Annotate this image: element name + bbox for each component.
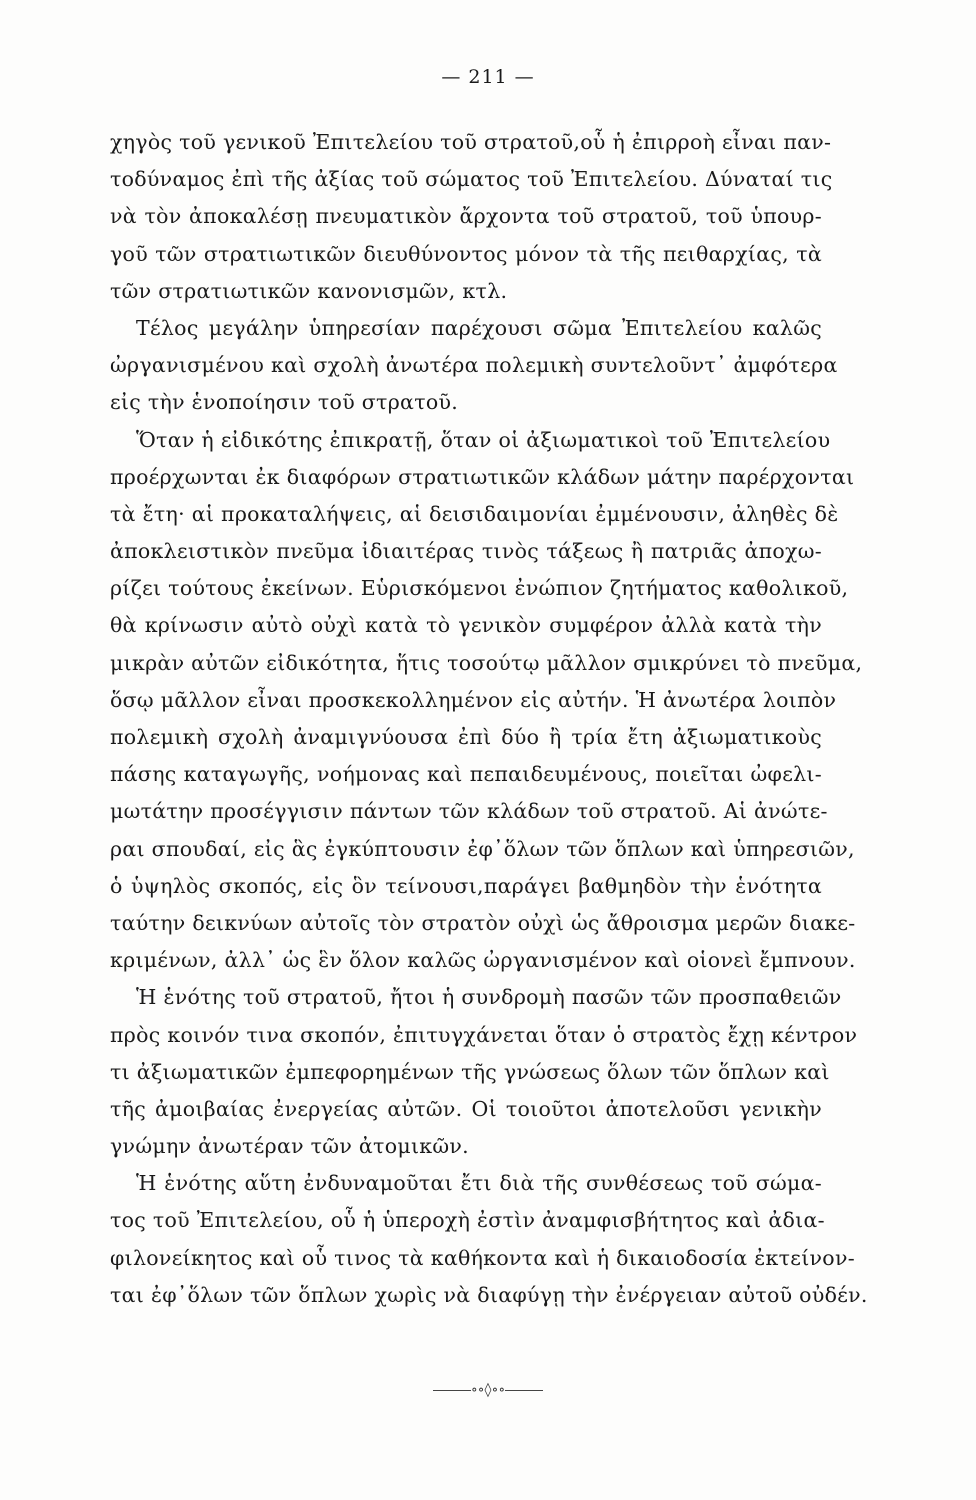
text-line: Ἡ ἑνότης τοῦ στρατοῦ, ἤτοι ἡ συνδρομὴ πασῶν τῶν προσπαθειῶν <box>136 985 842 1010</box>
body-text <box>110 124 868 1314</box>
text-line: μωτάτην προσέγγισιν πάντων τῶν κλάδων τοῦ στρατοῦ. Αἱ ἀνώτε- <box>110 799 828 824</box>
text-line: ὅσῳ μᾶλλον εἶναι προσκεκολλημένον εἰς αὐτήν. Ἡ ἀνωτέρα λοιπὸν <box>110 687 837 712</box>
text-line: ἀποκλειστικὸν πνεῦμα ἰδιαιτέρας τινὸς τάξεως ἢ πατριᾶς ἀποχω- <box>110 539 822 564</box>
section-end-ornament <box>0 1382 976 1398</box>
ornament-rule-right <box>505 1390 543 1391</box>
text-line: τὰ ἔτη· αἱ προκαταλήψεις, αἱ δεισιδαιμονίαι ἐμμένουσιν, ἀληθὲς δὲ <box>110 501 839 526</box>
text-line: ὠργανισμένου καὶ σχολὴ ἀνωτέρα πολεμικὴ συντελοῦντ᾽ ἀμφότερα <box>110 353 838 378</box>
text-line: Τέλος μεγάλην ὑπηρεσίαν παρέχουσι σῶμα Ἐπιτελείου καλῶς <box>136 315 822 340</box>
text-line: τος τοῦ Ἐπιτελείου, οὗ ἡ ὑπεροχὴ ἐστὶν ἀναμφισβήτητος καὶ ἀδια- <box>110 1208 825 1233</box>
text-line: θὰ κρίνωσιν αὐτὸ οὐχὶ κατὰ τὸ γενικὸν συμφέρον ἀλλὰ κατὰ τὴν <box>110 613 822 638</box>
text-line: ται ἐφ᾽ὅλων τῶν ὅπλων χωρὶς νὰ διαφύγῃ τὴν ἐνέργειαν αὐτοῦ οὐδέν. <box>110 1282 868 1307</box>
text-line: φιλονείκητος καὶ οὗ τινος τὰ καθήκοντα καὶ ἡ δικαιοδοσία ἐκτείνον- <box>110 1245 855 1270</box>
text-line: Ὅταν ἡ εἰδικότης ἐπικρατῇ, ὅταν οἱ ἀξιωματικοὶ τοῦ Ἐπιτελείου <box>136 427 831 452</box>
text-line: τοδύναμος ἐπὶ τῆς ἀξίας τοῦ σώματος τοῦ Ἐπιτελείου. Δύναταί τις <box>110 167 833 192</box>
text-line: νὰ τὸν ἀποκαλέσῃ πνευματικὸν ἄρχοντα τοῦ στρατοῦ, τοῦ ὑπουρ- <box>110 204 822 229</box>
text-line: προέρχωνται ἐκ διαφόρων στρατιωτικῶν κλάδων μάτην παρέρχονται <box>110 464 855 489</box>
text-line: ὁ ὑψηλὸς σκοπός, εἰς ὃν τείνουσι,παράγει βαθμηδὸν τὴν ἑνότητα <box>110 873 822 898</box>
text-line: ρίζει τούτους ἐκείνων. Εὑρισκόμενοι ἐνώπιον ζητήματος καθολικοῦ, <box>110 576 849 601</box>
text-line: γοῦ τῶν στρατιωτικῶν διευθύνοντος μόνον τὰ τῆς πειθαρχίας, τὰ <box>110 241 822 266</box>
text-line: ταύτην δεικνύων αὐτοῖς τὸν στρατὸν οὐχὶ ὡς ἄθροισμα μερῶν διακε- <box>110 910 856 935</box>
text-line: τῶν στρατιωτικῶν κανονισμῶν, κτλ. <box>110 278 508 303</box>
page-number: — 211 — <box>441 66 535 88</box>
text-line: μικρὰν αὐτῶν εἰδικότητα, ἥτις τοσούτῳ μᾶλλον σμικρύνει τὸ πνεῦμα, <box>110 650 863 675</box>
text-line: πολεμικὴ σχολὴ ἀναμιγνύουσα ἐπὶ δύο ἢ τρία ἔτη ἀξιωματικοὺς <box>110 725 822 749</box>
text-line: πρὸς κοινόν τινα σκοπόν, ἐπιτυγχάνεται ὅταν ὁ στρατὸς ἔχῃ κέντρον <box>110 1022 858 1047</box>
text-line: χηγὸς τοῦ γενικοῦ Ἐπιτελείου τοῦ στρατοῦ,οὗ ἡ ἐπιρροὴ εἶναι παν- <box>110 130 832 154</box>
text-line: πάσης καταγωγῆς, νοήμονας καὶ πεπαιδευμένους, ποιεῖται ὠφελι- <box>110 762 822 787</box>
text-line: εἰς τὴν ἑνοποίησιν τοῦ στρατοῦ. <box>110 390 459 415</box>
text-line: ραι σπουδαί, εἰς ἃς ἐγκύπτουσιν ἐφ᾽ὅλων τῶν ὅπλων καὶ ὑπηρεσιῶν, <box>110 836 855 861</box>
ornament-rule-left <box>433 1390 471 1391</box>
ornament-glyph: ∘∘◊∘∘ <box>470 1382 506 1398</box>
text-line: τῆς ἀμοιβαίας ἐνεργείας αὐτῶν. Οἱ τοιοῦτοι ἀποτελοῦσι γενικὴν <box>110 1096 822 1121</box>
text-line: γνώμην ἀνωτέραν τῶν ἀτομικῶν. <box>110 1134 470 1159</box>
text-line: Ἡ ἑνότης αὕτη ἐνδυναμοῦται ἔτι διὰ τῆς συνθέσεως τοῦ σώμα- <box>136 1171 822 1196</box>
text-line: κριμένων, ἀλλ᾽ ὡς ἓν ὅλον καλῶς ὠργανισμένον καὶ οἱονεὶ ἔμπνουν. <box>110 948 856 973</box>
text-line: τι ἀξιωματικῶν ἐμπεφορημένων τῆς γνώσεως ὅλων τῶν ὅπλων καὶ <box>110 1059 830 1084</box>
